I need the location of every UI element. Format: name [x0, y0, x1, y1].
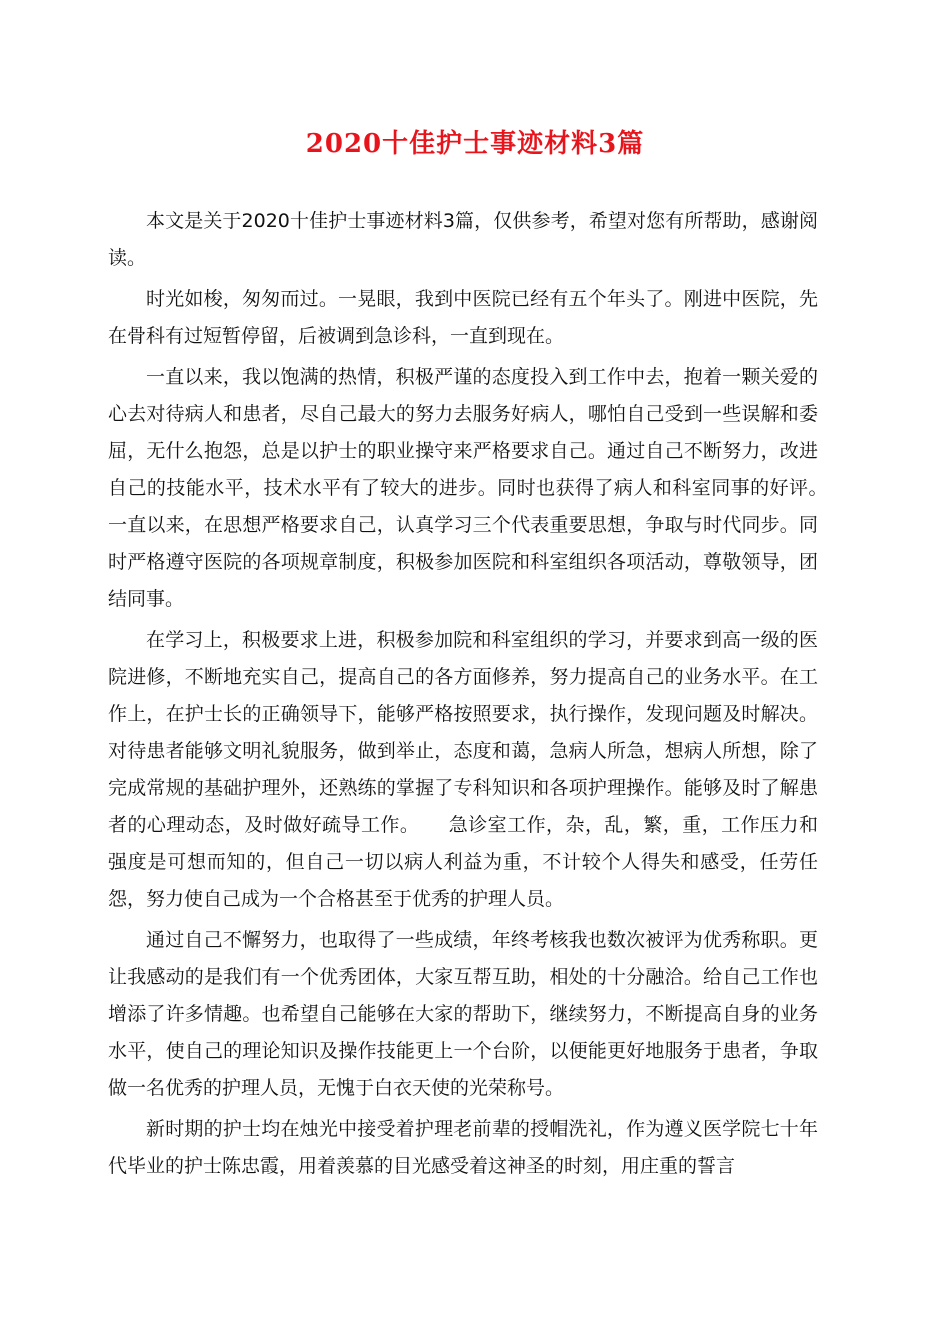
document-title: 2020十佳护士事迹材料3篇 [305, 129, 645, 159]
paragraph: 通过自己不懈努力，也取得了一些成绩，年终考核我也数次被评为优秀称职。更让我感动的是我们有一个优秀团体，大家互帮互助，相处的十分融洽。给自己工作也增添了许多情趣。也希望自己能够在大家的帮助下，继续努力，不断提高自身的业务水平，使自己的理论知识及操作技能更上一个台阶，以便能更好地服务于患者，争取做一名优秀的护理人员，无愧于白衣天使的光荣称号。 [108, 929, 818, 1099]
paragraph: 时光如梭，匆匆而过。一晃眼，我到中医院已经有五个年头了。刚进中医院，先在骨科有过短暂停留，后被调到急诊科，一直到现在。 [108, 288, 818, 347]
paragraph: 本文是关于2020十佳护士事迹材料3篇，仅供参考，希望对您有所帮助，感谢阅读。 [108, 210, 818, 269]
paragraph: 新时期的护士均在烛光中接受着护理老前辈的授帽洗礼，作为遵义医学院七十年代毕业的护士陈忠霞，用着羡慕的目光感受着这神圣的时刻，用庄重的誓言 [108, 1118, 818, 1177]
paragraph: 一直以来，我以饱满的热情，积极严谨的态度投入到工作中去，抱着一颗关爱的心去对待病人和患者，尽自己最大的努力去服务好病人，哪怕自己受到一些误解和委屈，无什么抱怨，总是以护士的职业操守来严格要求自己。通过自己不断努力，改进自己的技能水平，技术水平有了较大的进步。同时也获得了病人和科室同事的好评。 一直以来，在思想严格要求自己，认真学习三个代表重要思想，争取与时代同步。同时严格遵守医院的各项规章制度，积极参加医院和科室组织各项活动，尊敬领导，团结同事。 [108, 366, 857, 610]
paragraph: 在学习上，积极要求上进，积极参加院和科室组织的学习，并要求到高一级的医院进修，不断地充实自己，提高自己的各方面修养，努力提高自己的业务水平。在工作上，在护士长的正确领导下，能够严格按照要求，执行操作，发现问题及时解决。对待患者能够文明礼貌服务，做到举止，态度和蔼，急病人所急，想病人所想，除了完成常规的基础护理外，还熟练的掌握了专科知识和各项护理操作。能够及时了解患者的心理动态，及时做好疏导工作。 急诊室工作，杂，乱，繁，重，工作压力和强度是可想而知的，但自己一切以病人利益为重，不计较个人得失和感受，任劳任怨，努力使自己成为一个合格甚至于优秀的护理人员。 [108, 629, 818, 910]
document-body [108, 203, 857, 1189]
